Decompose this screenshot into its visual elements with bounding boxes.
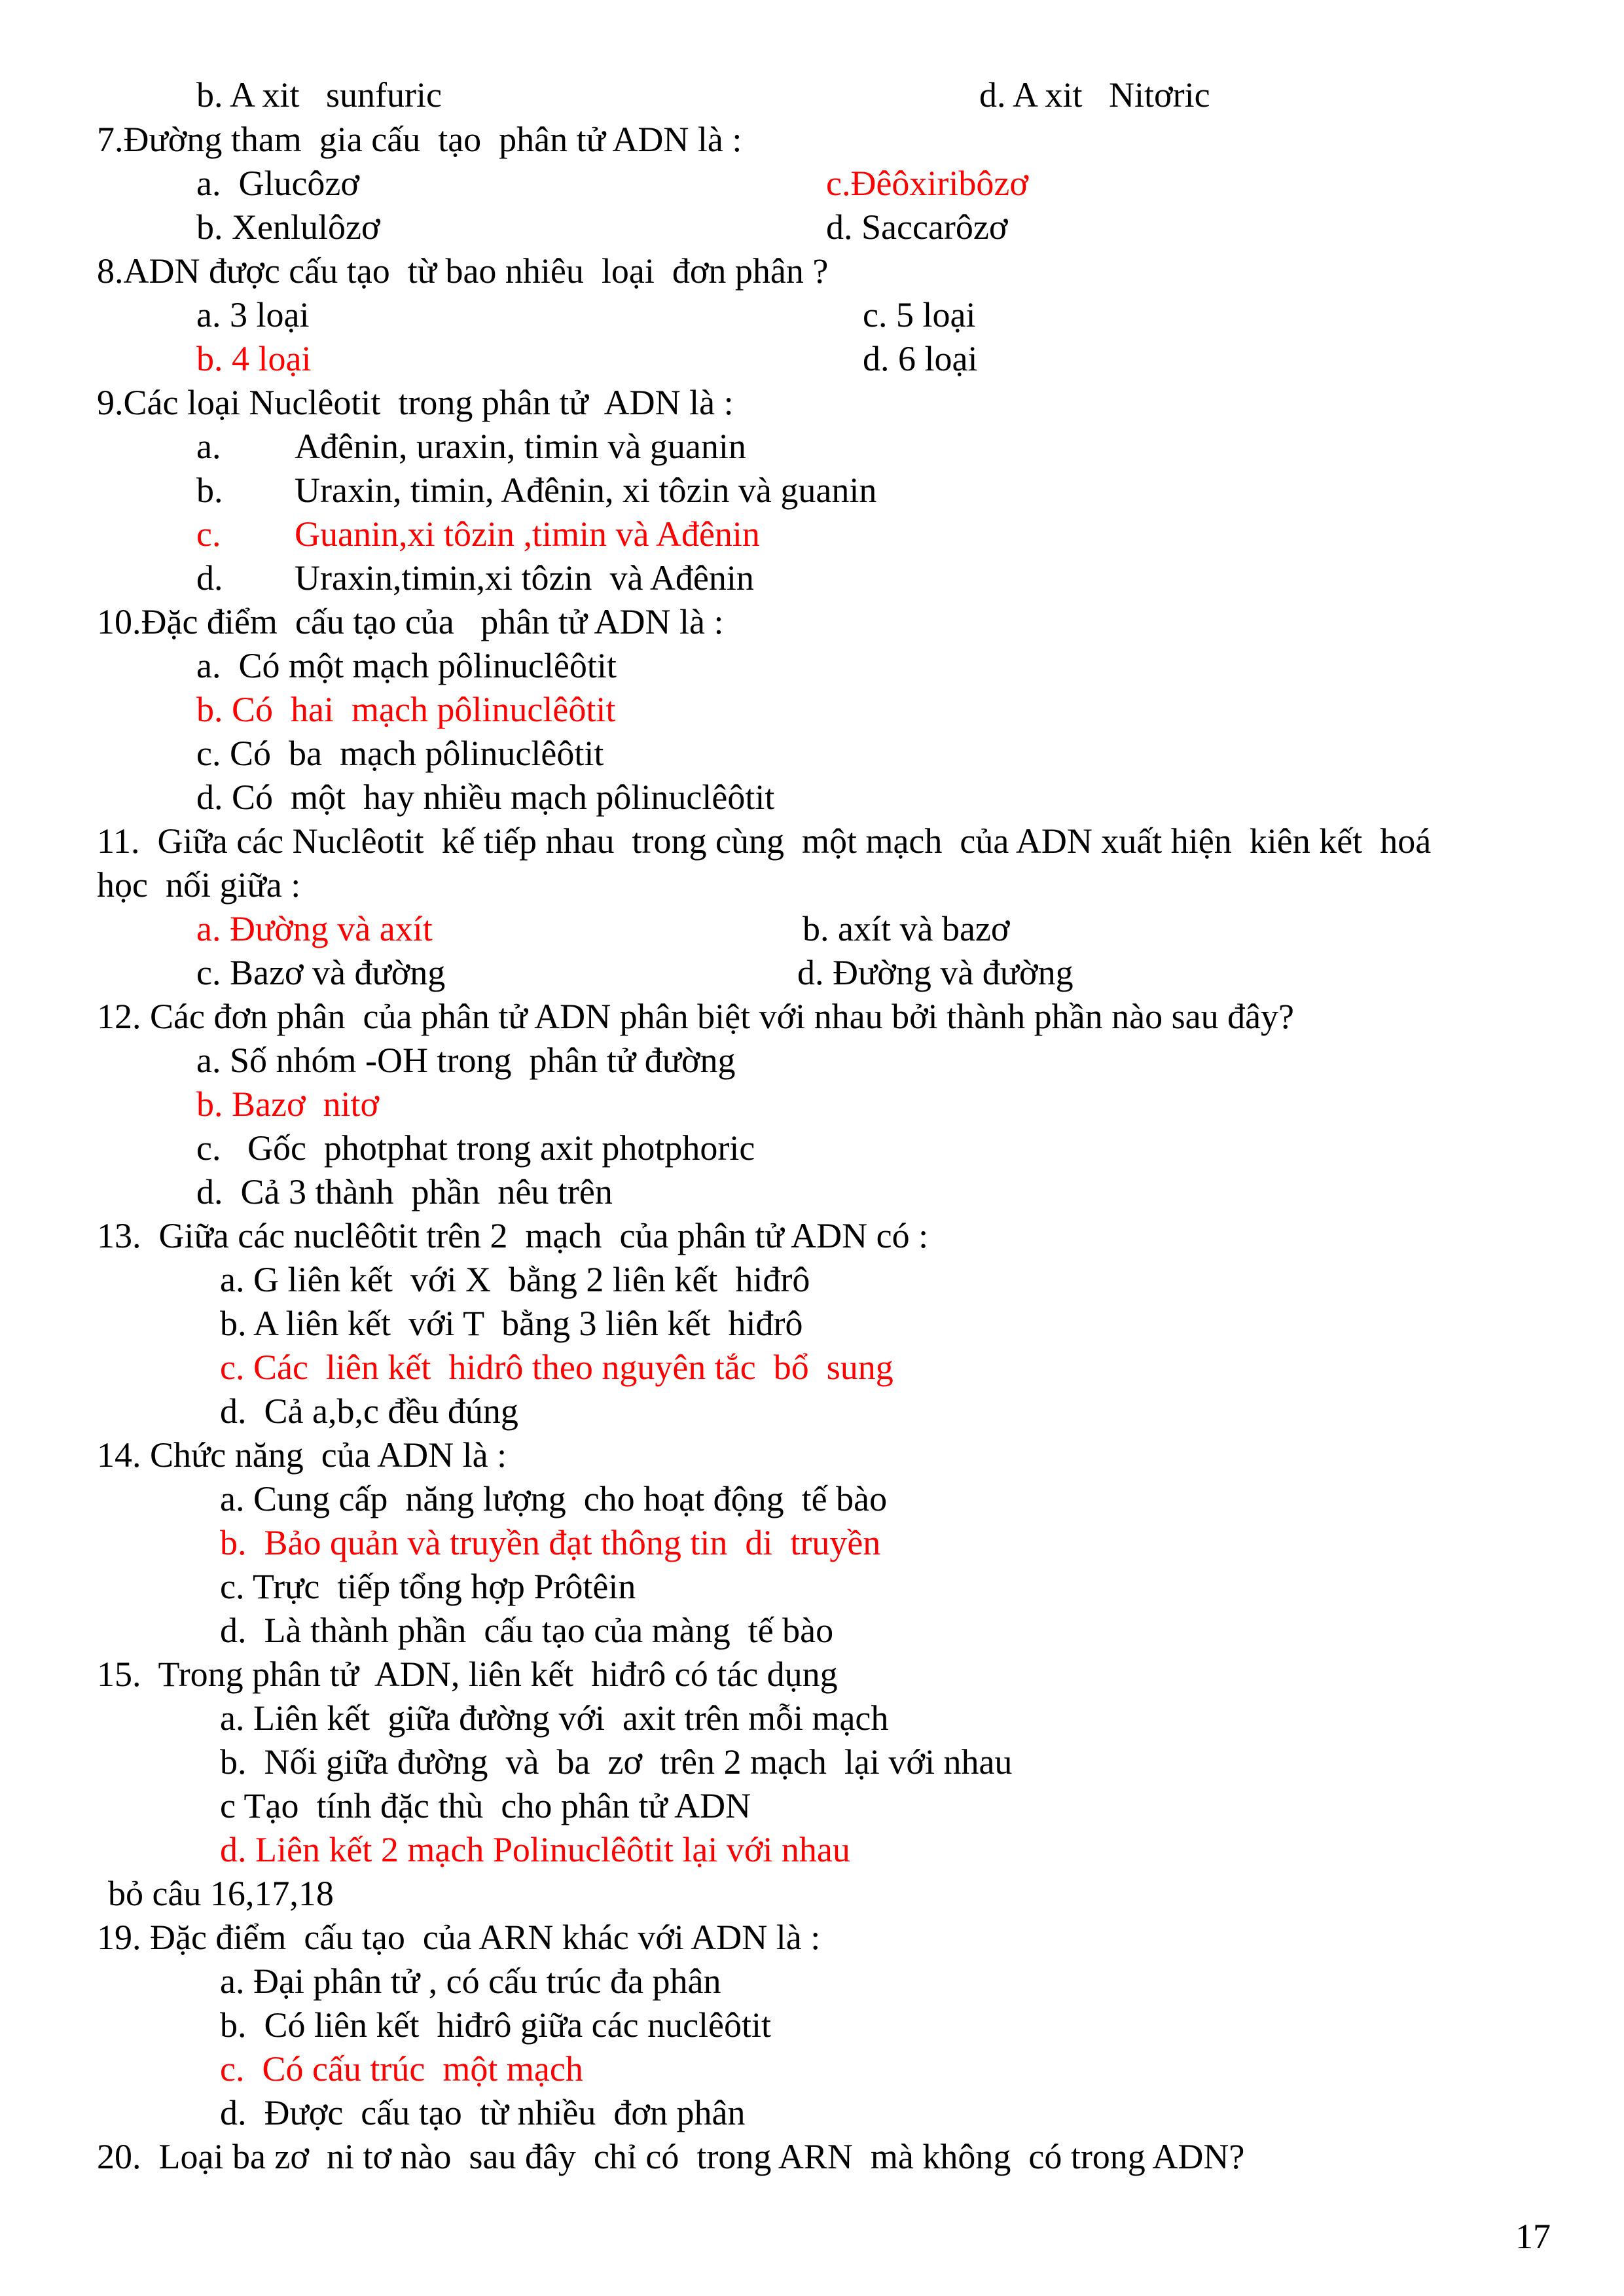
answer-line: b. Bảo quản và truyền đạt thông tin di truyền [220,1523,881,1562]
text-line: d. Cả a,b,c đều đúng [220,1391,518,1431]
text-line: 10.Đặc điểm cấu tạo của phân tử ADN là : [97,602,724,641]
text-line: d. Đường và đường [797,953,1074,992]
text-line: 9.Các loại Nuclêotit trong phân tử ADN là : [97,383,734,422]
text-line: b. A xit sunfuric [196,75,442,115]
text-line: Ađênin, uraxin, timin và guanin [295,427,746,466]
text-line: d. Được cấu tạo từ nhiều đơn phân [220,2093,746,2132]
answer-line: c.Đêôxiribôzơ [826,164,1028,203]
text-line: b. axít và bazơ [803,909,1010,948]
text-line: d. Saccarôzơ [826,207,1008,247]
text-line: d. A xit Nitơric [979,75,1210,115]
text-line: d. Có một hay nhiều mạch pôlinuclêôtit [196,778,775,817]
text-line: 19. Đặc điểm cấu tạo của ARN khác với ADN là : [97,1918,821,1957]
answer-line: c. Có cấu trúc một mạch [220,2049,583,2089]
text-line: b. [196,471,223,510]
answer-line: c. Các liên kết hidrô theo nguyên tắc bổ sung [220,1348,893,1387]
text-line: c. Trực tiếp tổng hợp Prôtêin [220,1567,636,1606]
text-line: 8.ADN được cấu tạo từ bao nhiêu loại đơn phân ? [97,251,829,291]
answer-line: b. Có hai mạch pôlinuclêôtit [196,690,616,729]
text-line: b. A liên kết với T bằng 3 liên kết hiđrô [220,1304,803,1343]
answer-line: b. Bazơ nitơ [196,1085,380,1124]
text-line: 7.Đường tham gia cấu tạo phân tử ADN là : [97,120,742,159]
text-line: 11. Giữa các Nuclêotit kế tiếp nhau trong cùng một mạch của ADN xuất hiện kiên kết hoá [97,821,1432,861]
text-line: bỏ câu 16,17,18 [108,1874,334,1913]
text-line: c. 5 loại [863,295,976,334]
text-line: Uraxin, timin, Ađênin, xi tôzin và guanin [295,471,877,510]
text-line: a. [196,427,221,466]
text-line: a. Có một mạch pôlinuclêôtit [196,646,617,685]
answer-line: b. 4 loại [196,339,312,378]
text-line: a. G liên kết với X bằng 2 liên kết hiđrô [220,1260,810,1299]
answer-line: c. [196,514,221,554]
text-line: 12. Các đơn phân của phân tử ADN phân biệt với nhau bởi thành phần nào sau đây? [97,997,1295,1036]
answer-line: Guanin,xi tôzin ,timin và Ađênin [295,514,760,554]
text-line: a. Số nhóm -OH trong phân tử đường [196,1041,736,1080]
text-line: d. 6 loại [863,339,978,378]
text-line: b. Có liên kết hiđrô giữa các nuclêôtit [220,2005,772,2045]
text-line: a. Glucôzơ [196,164,359,203]
text-line: 13. Giữa các nuclêôtit trên 2 mạch của phân tử ADN có : [97,1216,929,1255]
text-line: c. Bazơ và đường [196,953,446,992]
text-line: d. [196,558,223,598]
text-line: b. Xenlulôzơ [196,207,380,247]
text-line: a. 3 loại [196,295,310,334]
answer-line: d. Liên kết 2 mạch Polinuclêôtit lại với nhau [220,1830,850,1869]
text-line: a. Đại phân tử , có cấu trúc đa phân [220,1962,721,2001]
text-line: c. Có ba mạch pôlinuclêôtit [196,734,604,773]
text-line: d. Là thành phần cấu tạo của màng tế bào [220,1611,834,1650]
text-line: Uraxin,timin,xi tôzin và Ađênin [295,558,754,598]
page-number: 17 [1515,2217,1551,2256]
text-line: d. Cả 3 thành phần nêu trên [196,1172,613,1211]
text-line: c. Gốc photphat trong axit photphoric [196,1128,755,1168]
text-line: học nối giữa : [97,865,301,905]
answer-line: a. Đường và axít [196,909,433,948]
text-line: a. Cung cấp năng lượng cho hoạt động tế bào [220,1479,888,1518]
text-line: 15. Trong phân tử ADN, liên kết hiđrô có tác dụng [97,1655,838,1694]
text-line: 14. Chức năng của ADN là : [97,1435,507,1475]
text-line: b. Nối giữa đường và ba zơ trên 2 mạch lại với nhau [220,1742,1013,1782]
text-line: a. Liên kết giữa đường với axit trên mỗi mạch [220,1698,889,1738]
text-line: 20. Loại ba zơ ni tơ nào sau đây chỉ có trong ARN mà không có trong ADN? [97,2137,1245,2176]
text-line: c Tạo tính đặc thù cho phân tử ADN [220,1786,751,1825]
